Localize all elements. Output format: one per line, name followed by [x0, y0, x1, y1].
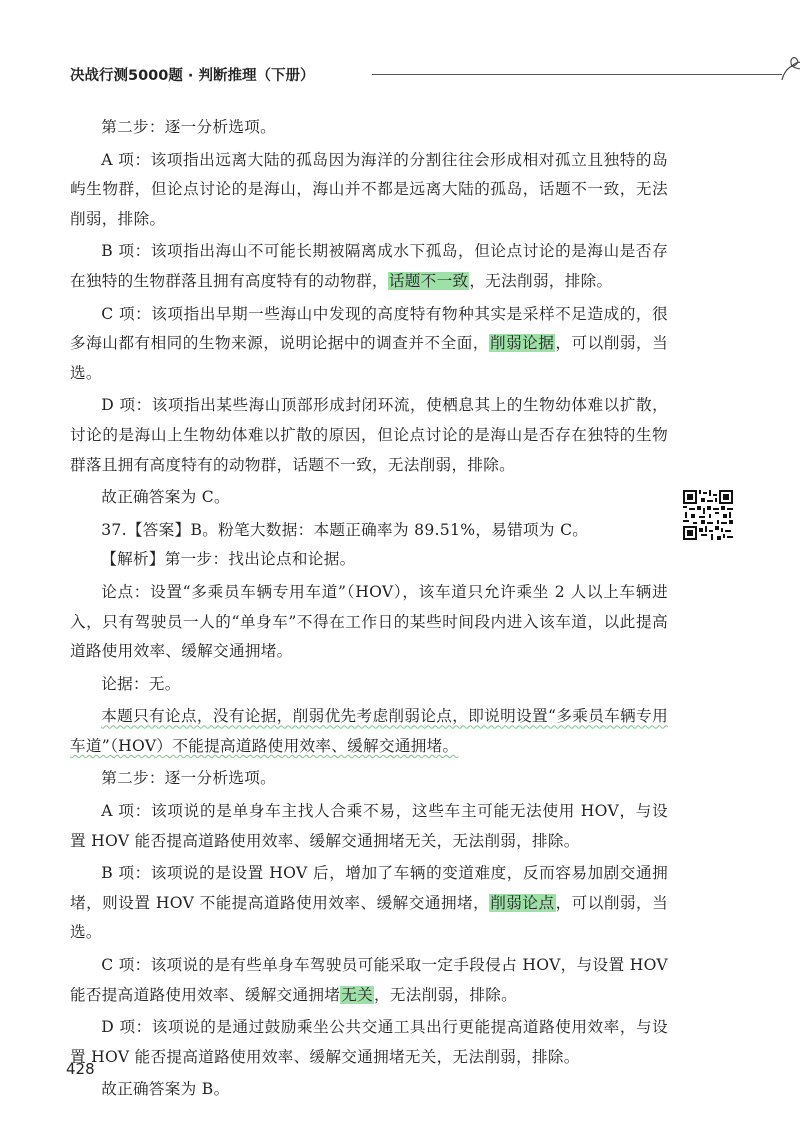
text-segment: ，无法削弱，排除。: [374, 985, 518, 1004]
option-c-analysis: [70, 300, 668, 389]
highlight-mark: 话题不一致: [388, 271, 469, 290]
option-c-analysis: [70, 951, 668, 1010]
text-segment: ，可以削弱，当选。: [70, 893, 669, 942]
page-number: 428: [66, 1060, 95, 1078]
text-segment: ，无法削弱，排除。: [469, 271, 613, 290]
strategy-note: [70, 702, 668, 761]
answer-line: 故正确答案为 B。: [101, 1080, 230, 1099]
text-segment: B 项：该项指出海山不可能长期被隔离成水下孤岛，但论点讨论的是海山是否存在独特的生物群落且拥有高度特有的动物群，: [70, 242, 668, 290]
option-a-analysis: A 项：该项说的是单身车主找人合乘不易，这些车主可能无法使用 HOV，与设置 HOV 能否提高道路使用效率、缓解交通拥堵无关，无法削弱，排除。: [70, 802, 668, 850]
text-segment: B 项：该项说的是设置 HOV 后，增加了车辆的变道难度，反而容易加剧交通拥堵，则设置 HOV 不能提高道路使用效率、缓解交通拥堵，: [70, 864, 668, 912]
analysis-heading: 【解析】第一步：找出论点和论据。: [101, 550, 356, 569]
highlight-mark: 削弱论据: [489, 334, 555, 353]
text-segment: C 项：该项指出早期一些海山中发现的高度特有物种其实是采样不足造成的，很多海山都有相同的生物来源，说明论据中的调查并不全面，: [70, 304, 668, 353]
wavy-underlined-text: 本题只有论点，没有论据，削弱优先考虑削弱论点，即说明设置“多乘员车辆专用车道”（HOV）不能提高道路使用效率、缓解交通拥堵。: [70, 707, 668, 755]
text-segment: C 项：该项说的是有些单身车驾驶员可能采取一定手段侵占 HOV，与设置 HOV 能否提高道路使用效率、缓解交通拥堵: [70, 956, 668, 1004]
option-d-analysis: D 项：该项指出某些海山顶部形成封闭环流，使栖息其上的生物幼体难以扩散，讨论的是海山上生物幼体难以扩散的原因，但论点讨论的是海山是否存在独特的生物群落且拥有高度特有的动物群，话题不一致，无法削弱，排除。: [70, 396, 668, 474]
solution-body: [70, 113, 668, 1105]
text-segment: ，可以削弱，当选。: [70, 334, 668, 382]
highlight-mark: 无关: [341, 985, 373, 1004]
step-two-heading: 第二步：逐一分析选项。: [101, 118, 277, 136]
qr-code-icon[interactable]: [683, 490, 733, 540]
page-header: [70, 62, 750, 86]
answer-line: 故正确答案为 C。: [101, 488, 230, 507]
highlight-mark: 削弱论点: [490, 893, 555, 912]
argument-point: 论点：设置“多乘员车辆专用车道”（HOV），该车道只允许乘坐 2 人以上车辆进入，只有驾驶员一人的“单身车”不得在工作日的某些时间段内进入该车道，以此提高道路使用效率、缓解交通拥堵。: [70, 582, 668, 661]
step-two-heading: 第二步：逐一分析选项。: [101, 769, 277, 788]
question-37-answer: 37.【答案】B。粉笔大数据：本题正确率为 89.51%，易错项为 C。: [101, 520, 589, 539]
option-a-analysis: A 项：该项指出远离大陆的孤岛因为海洋的分割往往会形成相对孤立且独特的岛屿生物群，但论点讨论的是海山，海山并不都是远离大陆的孤岛，话题不一致，无法削弱，排除。: [70, 150, 668, 228]
option-b-analysis: [70, 237, 668, 296]
evidence-line: 论据：无。: [101, 674, 181, 693]
header-rule: [372, 74, 782, 75]
book-title: 决战行测5000题 · 判断推理（下册）: [70, 68, 315, 84]
option-b-analysis: [70, 859, 668, 948]
sprout-icon: [776, 52, 800, 82]
option-d-analysis: D 项：该项说的是通过鼓励乘坐公共交通工具出行更能提高道路使用效率，与设置 HOV 能否提高道路使用效率、缓解交通拥堵无关，无法削弱，排除。: [70, 1018, 668, 1066]
